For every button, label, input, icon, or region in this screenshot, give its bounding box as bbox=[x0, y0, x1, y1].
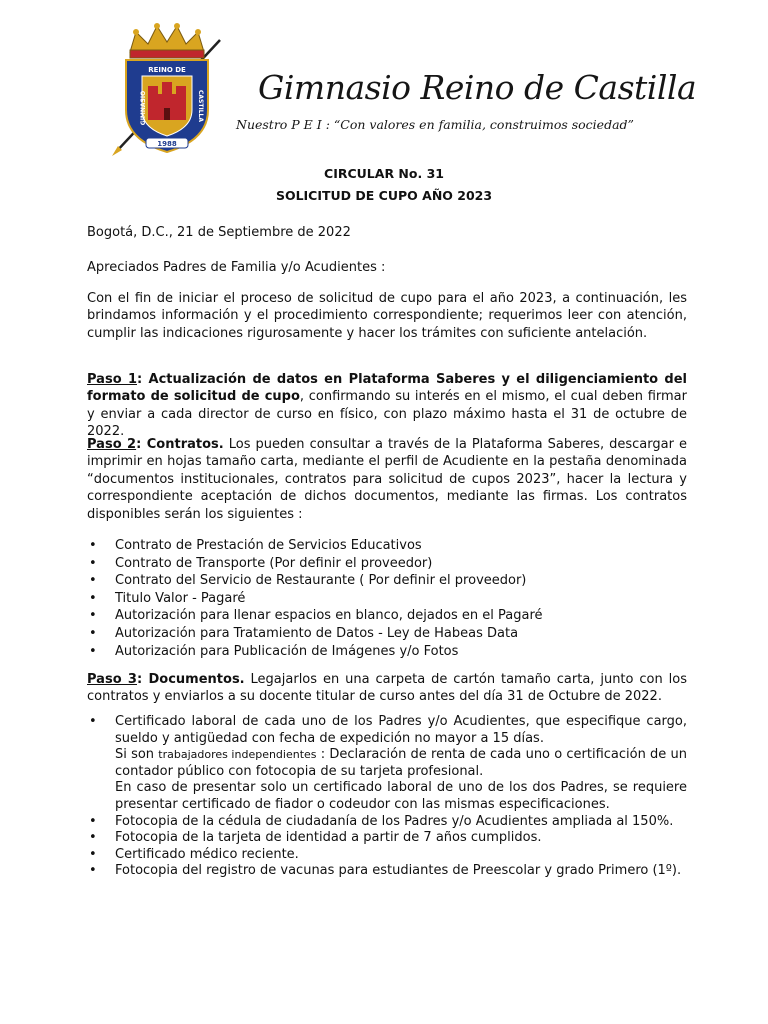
list-item: • Autorización para Tratamiento de Datos - Ley de Habeas Data bbox=[87, 625, 687, 643]
list-item: • Certificado médico reciente. bbox=[87, 847, 687, 864]
list-item: • Contrato del Servicio de Restaurante ( Por definir el proveedor) bbox=[87, 572, 687, 590]
crest-left-text: GIMNASIO bbox=[140, 90, 147, 126]
circular-number: CIRCULAR No. 31 bbox=[324, 166, 444, 181]
paso3-label: Paso 3 bbox=[87, 672, 137, 687]
list-item: • Contrato de Prestación de Servicios Educativos bbox=[87, 537, 687, 555]
crest-right-text: CASTILLA bbox=[197, 90, 204, 122]
list-item: • Autorización para Publicación de Imágenes y/o Fotos bbox=[87, 643, 687, 661]
paso1-label: Paso 1 bbox=[87, 372, 137, 387]
documents-list bbox=[87, 714, 687, 880]
list-item bbox=[87, 714, 687, 814]
item1-main: • Certificado laboral de cada uno de los Padres y/o Acudientes, que especifique cargo, sueldo y antigüedad con fecha de expedición no mayor a 15 días. bbox=[115, 714, 687, 746]
paso1-heading: Actualización de datos en Plataforma Saberes y el diligenciamiento del formato de solicitud de cupo bbox=[87, 372, 688, 405]
paso1-paragraph: Paso 1: Actualización de datos en Plataforma Saberes y el diligenciamiento del formato de solicitud de cupo, confirmando su interés en el mismo, el cual deben firmar y enviar a cada director de curso en físico, con plazo máximo hasta el 31 de octubre de 2022. bbox=[87, 372, 688, 440]
list-item: • Titulo Valor - Pagaré bbox=[87, 590, 687, 608]
intro-paragraph: Con el fin de iniciar el proceso de solicitud de cupo para el año 2023, a continuación, les brindamos información y el procedimiento correspondiente; requerimos leer con atención, cumplir las indicaciones rigurosamente y hacer los trámites con suficiente antelación. bbox=[87, 291, 687, 341]
paso2-paragraph: Paso 2: Contratos. Los pueden consultar a través de la Plataforma Saberes, descargar e imprimir en hojas tamaño carta, mediante el perfil de Acudiente en la pestaña denominada “documentos institucionales, contratos para solicitud de cupos 2023”, hacer la lectura y correspondiente aceptación de dichos documentos, mediante las firmas. Los contratos disponibles serán los siguientes : bbox=[87, 437, 687, 522]
paso2-text: Los pueden consultar a través de la Plataforma Saberes, descargar e imprimir en hojas tamaño carta, mediante el perfil de Acudiente en la pestaña denominada “documentos institucionales, contratos para solicitud de cupos 2023”, hacer la lectura y correspondiente aceptación de dichos documentos, mediante las firmas. Los contratos disponibles serán los siguientes : bbox=[87, 437, 687, 522]
crest-top-text: REINO DE bbox=[148, 66, 186, 74]
crest-year-text: 1988 bbox=[157, 140, 177, 148]
list-item: • Contrato de Transporte (Por definir el proveedor) bbox=[87, 555, 687, 573]
list-item: • Fotocopia del registro de vacunas para estudiantes de Preescolar y grado Primero (1º). bbox=[87, 863, 687, 880]
school-name: Gimnasio Reino de Castilla bbox=[258, 68, 697, 107]
list-item: • Fotocopia de la tarjeta de identidad a partir de 7 años cumplidos. bbox=[87, 830, 687, 847]
list-item: • Fotocopia de la cédula de ciudadanía de los Padres y/o Acudientes ampliada al 150%. bbox=[87, 814, 687, 831]
contracts-list bbox=[87, 537, 687, 660]
school-motto: Nuestro P E I : “Con valores en familia, construimos sociedad” bbox=[236, 117, 634, 132]
list-item: • Autorización para llenar espacios en blanco, dejados en el Pagaré bbox=[87, 607, 687, 625]
date-line: Bogotá, D.C., 21 de Septiembre de 2022 bbox=[87, 225, 351, 240]
paso2-heading: Contratos. bbox=[146, 437, 224, 452]
paso2-label: Paso 2 bbox=[87, 437, 137, 452]
greeting: Apreciados Padres de Familia y/o Acudientes : bbox=[87, 260, 386, 275]
item1-sub2: En caso de presentar solo un certificado laboral de uno de los dos Padres, se requiere presentar certificado de fiador o codeudor con las mismas especificaciones. bbox=[115, 780, 687, 812]
circular-subject: SOLICITUD DE CUPO AÑO 2023 bbox=[275, 188, 493, 203]
paso3-text: Legajarlos en una carpeta de cartón tamaño carta, junto con los contratos y enviarlos a su docente titular de curso antes del día 31 de Octubre de 2022. bbox=[87, 672, 687, 705]
paso3-paragraph: Paso 3: Documentos. Legajarlos en una carpeta de cartón tamaño carta, junto con los contratos y enviarlos a su docente titular de curso antes del día 31 de Octubre de 2022. bbox=[87, 672, 687, 705]
paso3-heading: Documentos. bbox=[148, 672, 245, 687]
school-crest-logo bbox=[108, 22, 226, 156]
paso1-text: , confirmando su interés en el mismo, el cual deben firmar y enviar a cada director de curso en físico, con plazo máximo hasta el 31 de octubre de 2022. bbox=[87, 389, 687, 440]
item1-sub1: Si son trabajadores independientes : Declaración de renta de cada uno o certificación de un contador público con fotocopia de su tarjeta profesional. bbox=[115, 747, 687, 779]
